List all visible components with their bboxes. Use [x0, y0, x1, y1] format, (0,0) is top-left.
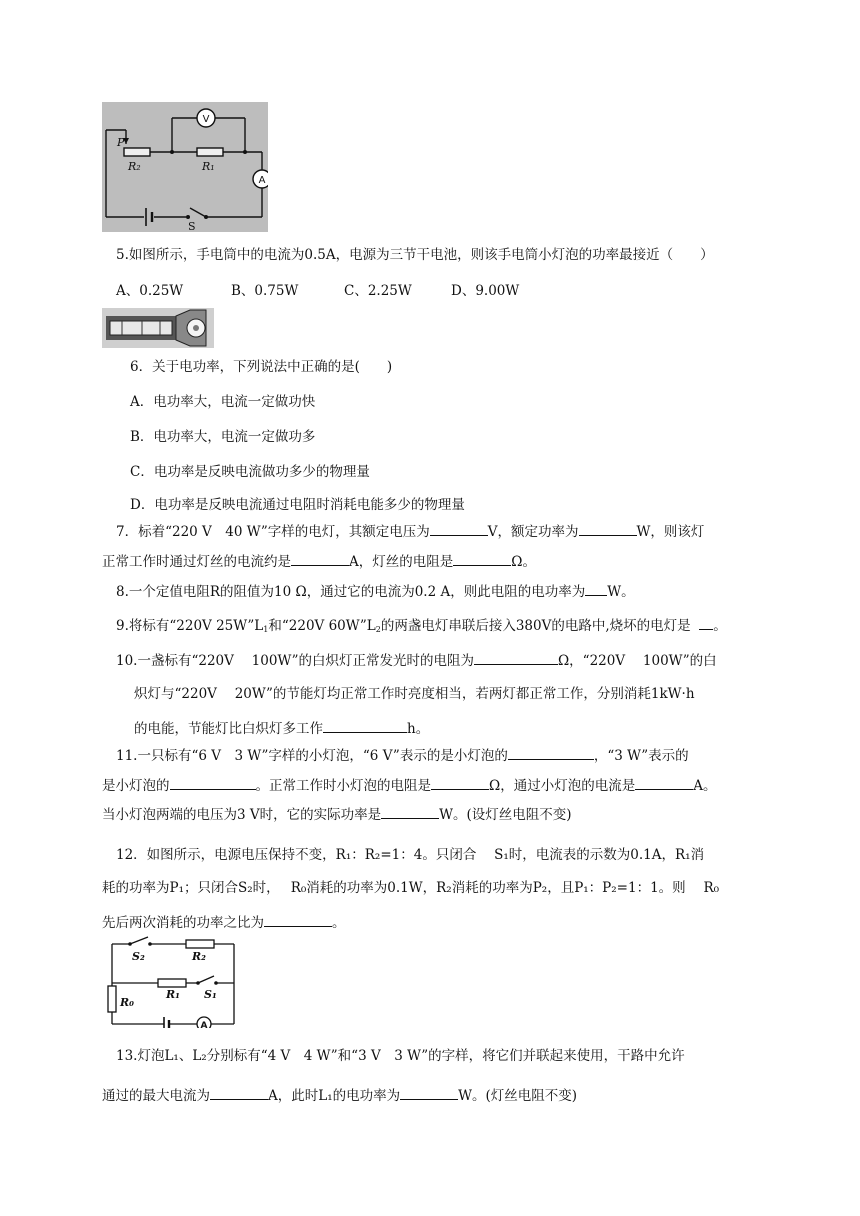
circuit-figure-1	[102, 102, 268, 232]
q6-option-a: A．电功率大，电流一定做功快	[130, 394, 316, 410]
q9-line: 9.将标有“220V $25W”L_1$和“220V $60W”L_2$的两盏电灯串联后接入380V的电路中,烧坏的电灯是 。	[116, 615, 727, 640]
q5-option-b: B、0.75W	[231, 283, 299, 299]
q13-blank-1[interactable]	[210, 1085, 268, 1100]
q5-option-d: D、9.00W	[451, 283, 520, 299]
label-r1: R₁	[166, 988, 180, 1001]
q11-line3: 当小灯泡两端的电压为3 V时，它的实际功率是 W。(设灯丝电阻不变)	[102, 804, 572, 825]
ammeter-label: A	[200, 1021, 208, 1028]
q10-line1: 10.一盏标有“220V 100W”的白炽灯正常发光时的电阻为 Ω，“220V 100W”的白	[116, 650, 717, 671]
flashlight-figure	[102, 308, 214, 348]
q11-line1: 11.一只标有“6 V 3 W”字样的小灯泡，“6 V”表示的是小灯泡的 ，“3 W”表示的	[116, 745, 689, 766]
q7-line2: 正常工作时通过灯丝的电流约是 A，灯丝的电阻是 Ω。	[102, 551, 536, 572]
q6-option-d: D．电功率是反映电流通过电阻时消耗电能多少的物理量	[130, 497, 465, 513]
q8-blank[interactable]	[585, 581, 607, 596]
q10-line2: 炽灯与“220V 20W”的节能灯均正常工作时亮度相当，若两灯都正常工作，分别消耗1kW·h	[134, 686, 695, 702]
voltmeter-label: V	[202, 114, 210, 125]
q6-option-c: C．电功率是反映电流做功多少的物理量	[130, 464, 370, 480]
q6-option-b: B．电功率大，电流一定做功多	[130, 429, 316, 445]
q12-blank[interactable]	[264, 912, 332, 927]
q10-blank-1[interactable]	[474, 650, 558, 665]
q11-blank-5[interactable]	[381, 804, 439, 819]
q7-blank-2[interactable]	[579, 521, 637, 536]
label-r2: R₂	[128, 160, 141, 173]
q11-line2: 是小灯泡的 。正常工作时小灯泡的电阻是 Ω，通过小灯泡的电流是 A。	[102, 775, 716, 796]
q5-option-c: C、2.25W	[344, 283, 412, 299]
q8-line: 8.一个定值电阻R的阻值为10 Ω，通过它的电流为0.2 A，则此电阻的电功率为 W。	[116, 581, 635, 602]
ammeter-label: A	[258, 175, 266, 186]
q12-line3: 先后两次消耗的功率之比为 。	[102, 912, 346, 933]
label-s1: S₁	[204, 988, 217, 1001]
q11-blank-1[interactable]	[508, 745, 594, 760]
q7-line1: 7．标着“220 V 40 W”字样的电灯，其额定电压为 V，额定功率为 W，则该灯	[116, 521, 704, 542]
q11-blank-4[interactable]	[635, 775, 693, 790]
label-r1: R₁	[202, 160, 215, 173]
q12-line2: 耗的功率为P₁；只闭合S₂时， R₀消耗的功率为0.1W，R₂消耗的功率为P₂，且P₁：P₂=1：1。则 R₀	[102, 880, 720, 896]
q7-blank-1[interactable]	[430, 521, 488, 536]
label-r0: R₀	[120, 996, 134, 1009]
q13-line1: 13.灯泡L₁、L₂分别标有“4 V 4 W”和“3 V 3 W”的字样，将它们并联起来使用，干路中允许	[116, 1048, 685, 1064]
q11-blank-2[interactable]	[170, 775, 256, 790]
q7-blank-3[interactable]	[291, 551, 349, 566]
q10-blank-2[interactable]	[323, 718, 407, 733]
q13-blank-2[interactable]	[400, 1085, 458, 1100]
q6-stem: 6．关于电功率，下列说法中正确的是( )	[130, 359, 393, 375]
q10-line3: 的电能，节能灯比白炽灯多工作 h。	[134, 718, 429, 739]
q13-line2: 通过的最大电流为 A，此时L₁的电功率为 W。(灯丝电阻不变)	[102, 1085, 577, 1106]
q7-blank-4[interactable]	[453, 551, 511, 566]
circuit-figure-2	[104, 936, 242, 1028]
label-s: S	[188, 220, 196, 232]
label-s2: S₂	[132, 950, 145, 963]
q11-blank-3[interactable]	[431, 775, 489, 790]
q5-option-a: A、0.25W	[116, 283, 184, 299]
q12-line1: 12．如图所示，电源电压保持不变，R₁：R₂=1：4。只闭合 S₁时，电流表的示数为0.1A，R₁消	[116, 847, 705, 863]
q5-stem: 5.如图所示，手电筒中的电流为0.5A，电源为三节干电池，则该手电筒小灯泡的功率最接近（ ）	[116, 247, 714, 263]
label-p: P	[117, 136, 125, 149]
label-r2: R₂	[192, 950, 206, 963]
q9-blank[interactable]	[699, 615, 713, 630]
